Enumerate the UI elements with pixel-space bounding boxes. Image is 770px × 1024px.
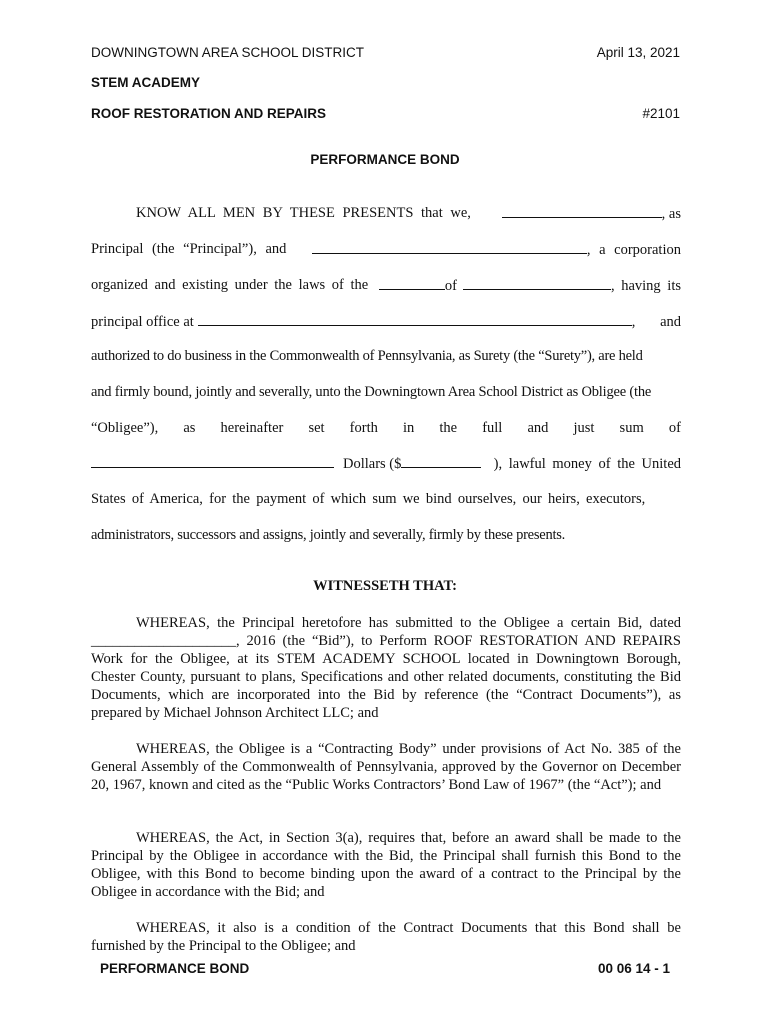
- project-number: #2101: [642, 106, 680, 121]
- intro-line-8: Dollars ($ ), lawful money of the United: [91, 455, 681, 473]
- intro-line-5: authorized to do business in the Commonwealth of Pennsylvania, as Surety (the “Surety”), are held: [91, 348, 643, 364]
- whereas-paragraph-4: WHEREAS, it also is a condition of the Contract Documents that this Bond shall be furnished by the Principal to the Obligee; and: [91, 920, 681, 954]
- witnesseth-heading: WITNESSETH THAT:: [313, 578, 457, 594]
- intro-line-2: Principal (the “Principal”), and , a corporation: [91, 241, 681, 258]
- intro-line-10: administrators, successors and assigns, jointly and severally, firmly by these presents.: [91, 527, 565, 543]
- footer-title: PERFORMANCE BOND: [100, 961, 250, 976]
- whereas-paragraph-3: WHEREAS, the Act, in Section 3(a), requires that, before an award shall be made to the Principal by the Obligee in accordance with the Bid, the Principal shall furnish this Bond to the Obligee, with this Bond to become binding upon the award of a contract to the Principal by the Obligee in accordance with the Bid; and: [91, 830, 681, 900]
- academy-name: STEM ACADEMY: [91, 75, 201, 90]
- surety-name-blank: [312, 241, 587, 254]
- intro-line-9: States of America, for the payment of which sum we bind ourselves, our heirs, executors,: [91, 491, 646, 507]
- intro-line-1: KNOW ALL MEN BY THESE PRESENTS that we, , as: [136, 205, 681, 222]
- document-date: April 13, 2021: [596, 45, 680, 60]
- principal-name-blank: [502, 205, 662, 218]
- amount-words-blank: [91, 455, 334, 468]
- district-name: DOWNINGTOWN AREA SCHOOL DISTRICT: [91, 45, 365, 60]
- project-name: ROOF RESTORATION AND REPAIRS: [91, 106, 327, 121]
- footer-page-number: 00 06 14 - 1: [597, 961, 670, 976]
- whereas-paragraph-2: WHEREAS, the Obligee is a “Contracting Body” under provisions of Act No. 385 of the General Assembly of the Commonwealth of Pennsylvania, approved by the Governor on December 20, 1967, known and cited as the “Public Works Contractors’ Bond Law of 1967” (the “Act”); and: [91, 741, 681, 793]
- intro-line-3: organized and existing under the laws of the of , having its: [91, 277, 681, 294]
- principal-office-blank: [198, 313, 632, 326]
- intro-line-6: and firmly bound, jointly and severally, unto the Downingtown Area School District as Obligee (the: [91, 384, 652, 400]
- country-blank: [463, 277, 611, 290]
- state-blank: [379, 277, 445, 290]
- document-title: PERFORMANCE BOND: [310, 152, 460, 167]
- amount-figures-blank: [401, 455, 481, 468]
- intro-line-4: principal office at , and: [91, 314, 681, 330]
- whereas-paragraph-1: WHEREAS, the Principal heretofore has submitted to the Obligee a certain Bid, dated ____________________, 2016 (the “Bid”), to Perform ROOF RESTORATION AND REPAIRS Work for the Obligee, at its STEM ACADEMY SCHOOL located in Downingtown Borough, Chester County, pursuant to plans, Specifications and other related documents, constituting the Bid Documents, which are incorporated into the Bid by reference (the “Contract Documents”), as prepared by Michael Johnson Architect LLC; and: [91, 615, 681, 721]
- intro-line-7: “Obligee”), as hereinafter set forth in the full and just sum of: [91, 420, 681, 436]
